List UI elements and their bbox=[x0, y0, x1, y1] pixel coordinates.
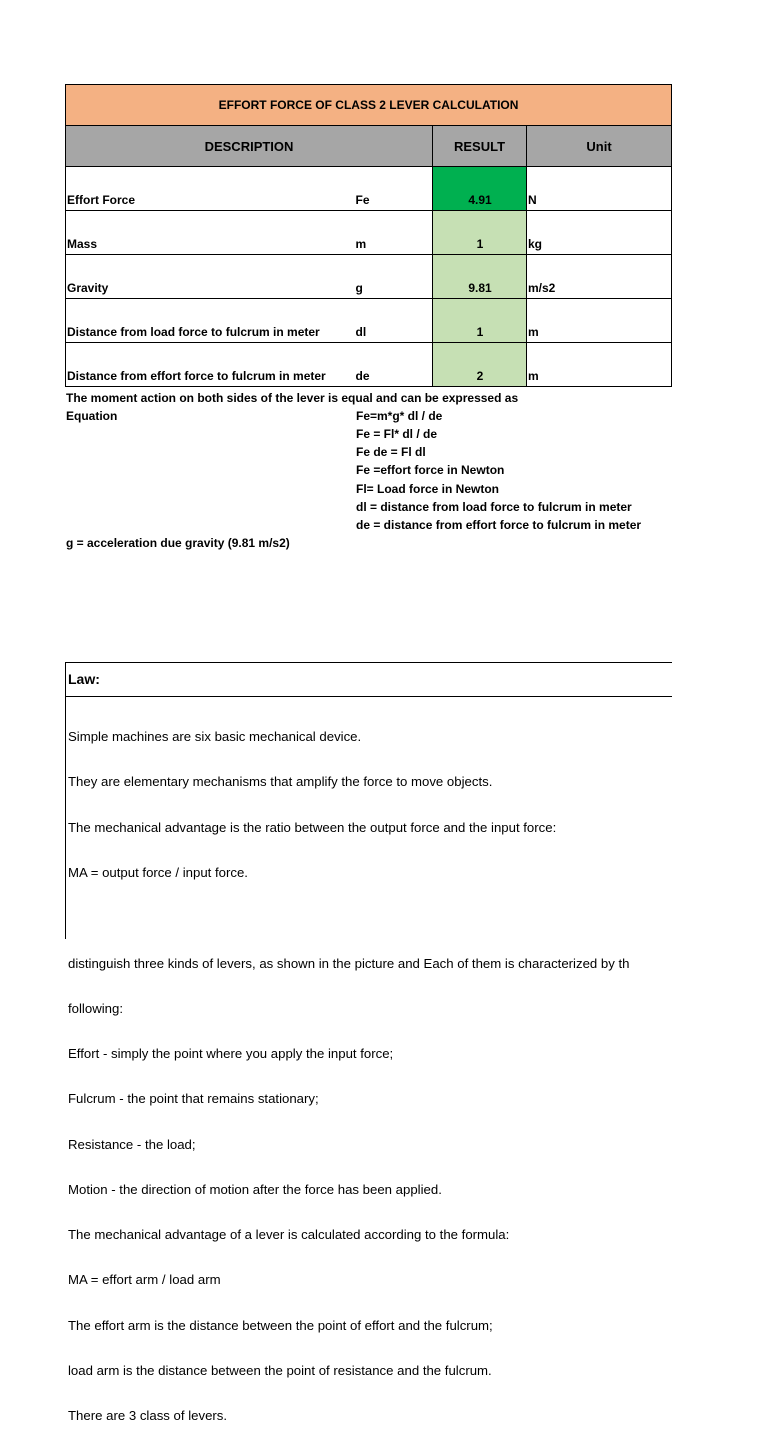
law-line: Simple machines are six basic mechanical device. bbox=[68, 729, 362, 745]
law-line: The mechanical advantage of a lever is calculated according to the formula: bbox=[68, 1227, 510, 1243]
table-row-effort-force bbox=[66, 167, 672, 211]
law-line: load arm is the distance between the point of resistance and the fulcrum. bbox=[68, 1363, 492, 1379]
law-line bbox=[68, 910, 672, 925]
cell-symbol[interactable]: de bbox=[355, 343, 433, 387]
cell-unit[interactable]: N bbox=[527, 167, 672, 211]
law-line: The mechanical advantage is the ratio between the output force and the input force: bbox=[68, 819, 557, 835]
cell-symbol[interactable]: Fe bbox=[355, 167, 433, 211]
cell-result[interactable]: 2 bbox=[433, 343, 527, 387]
cell-unit[interactable]: m bbox=[527, 299, 672, 343]
law-line: MA = output force / input force. bbox=[68, 865, 248, 881]
cell-symbol[interactable]: g bbox=[355, 255, 433, 299]
header-result[interactable]: RESULT bbox=[433, 126, 527, 167]
cell-result[interactable]: 1 bbox=[433, 299, 527, 343]
law-line: MA = effort arm / load arm bbox=[68, 1272, 221, 1288]
cell-description[interactable]: Gravity bbox=[66, 255, 355, 299]
table-row-effort-distance bbox=[66, 343, 672, 387]
law-line: Fulcrum - the point that remains stationary; bbox=[68, 1091, 319, 1107]
gravity-note: g = acceleration due gravity (9.81 m/s2) bbox=[66, 536, 290, 550]
equation-line: Fl= Load force in Newton bbox=[356, 482, 500, 496]
calculation-table bbox=[65, 84, 672, 387]
law-heading: Law: bbox=[66, 663, 672, 697]
cell-description[interactable]: Mass bbox=[66, 211, 355, 255]
equation-line: dl = distance from load force to fulcrum in meter bbox=[356, 500, 632, 514]
moment-note: The moment action on both sides of the lever is equal and can be expressed as bbox=[66, 391, 519, 405]
table-row-load-distance bbox=[66, 299, 672, 343]
equation-label: Equation bbox=[66, 409, 118, 423]
cell-unit[interactable]: m/s2 bbox=[527, 255, 672, 299]
cell-result[interactable]: 9.81 bbox=[433, 255, 527, 299]
cell-description[interactable]: Effort Force bbox=[66, 167, 355, 211]
law-textbox[interactable] bbox=[65, 662, 672, 1424]
equation-line: Fe =effort force in Newton bbox=[356, 463, 505, 477]
cell-unit[interactable]: kg bbox=[527, 211, 672, 255]
table-row-mass bbox=[66, 211, 672, 255]
law-line: Effort - simply the point where you apply the input force; bbox=[68, 1046, 394, 1062]
header-unit[interactable]: Unit bbox=[527, 126, 672, 167]
law-line: distinguish three kinds of levers, as shown in the picture and Each of them is characterized by th bbox=[68, 955, 630, 971]
law-line: They are elementary mechanisms that amplify the force to move objects. bbox=[68, 774, 493, 790]
law-line: following: bbox=[68, 1000, 123, 1016]
cell-symbol[interactable]: m bbox=[355, 211, 433, 255]
table-row-gravity bbox=[66, 255, 672, 299]
cell-symbol[interactable]: dl bbox=[355, 299, 433, 343]
sheet-title[interactable]: EFFORT FORCE OF CLASS 2 LEVER CALCULATION bbox=[66, 85, 672, 126]
equation-line: Fe = Fl* dl / de bbox=[356, 427, 438, 441]
cell-result[interactable]: 4.91 bbox=[433, 167, 527, 211]
cell-unit[interactable]: m bbox=[527, 343, 672, 387]
header-description[interactable]: DESCRIPTION bbox=[66, 126, 433, 167]
law-line: Motion - the direction of motion after the force has been applied. bbox=[68, 1181, 442, 1197]
law-body bbox=[66, 697, 672, 1454]
cell-description[interactable]: Distance from effort force to fulcrum in meter bbox=[66, 343, 355, 387]
law-line: There are 3 class of levers. bbox=[68, 1408, 228, 1424]
law-line: The effort arm is the distance between the point of effort and the fulcrum; bbox=[68, 1317, 493, 1333]
equation-line: de = distance from effort force to fulcrum in meter bbox=[356, 518, 642, 532]
cell-result[interactable]: 1 bbox=[433, 211, 527, 255]
equation-line: Fe de = Fl dl bbox=[356, 445, 426, 459]
equation-line: Fe=m*g* dl / de bbox=[356, 409, 443, 423]
cell-description[interactable]: Distance from load force to fulcrum in meter bbox=[66, 299, 355, 343]
law-line: Resistance - the load; bbox=[68, 1136, 196, 1152]
